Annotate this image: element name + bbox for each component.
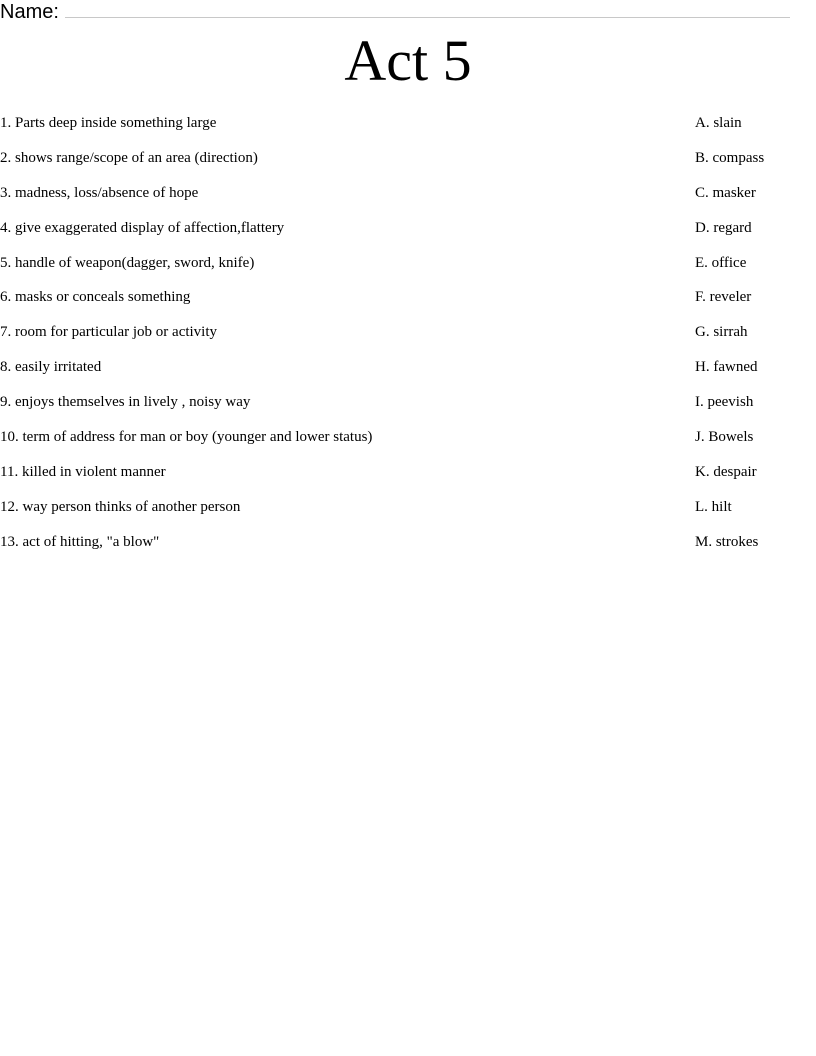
answer-option: M. strokes	[695, 533, 759, 550]
answer-option: D. regard	[695, 219, 752, 236]
clue-text: 5. handle of weapon(dagger, sword, knife)	[0, 254, 255, 271]
matching-row	[0, 218, 816, 253]
matching-row	[0, 462, 816, 497]
clue-text: 1. Parts deep inside something large	[0, 115, 217, 131]
name-write-line	[65, 17, 790, 18]
clue-text: 2. shows range/scope of an area (direction)	[0, 149, 258, 166]
answer-option: A. slain	[695, 115, 742, 131]
matching-row	[0, 287, 816, 322]
matching-row	[0, 497, 816, 532]
clue-text: 11. killed in violent manner	[0, 463, 166, 480]
matching-list	[0, 113, 816, 567]
matching-row	[0, 532, 816, 567]
answer-option: C. masker	[695, 184, 756, 201]
matching-row	[0, 183, 816, 218]
clue-text: 7. room for particular job or activity	[0, 324, 218, 341]
clue-text: 10. term of address for man or boy (younger and lower status)	[0, 429, 373, 446]
answer-option: H. fawned	[695, 359, 758, 376]
matching-row	[0, 148, 816, 183]
matching-row	[0, 113, 816, 148]
clue-text: 6. masks or conceals something	[0, 289, 191, 306]
name-field-row	[0, 0, 790, 22]
clue-text: 13. act of hitting, "a blow"	[0, 533, 160, 550]
matching-row	[0, 427, 816, 462]
matching-row	[0, 357, 816, 392]
answer-option: I. peevish	[695, 394, 754, 411]
answer-option: G. sirrah	[695, 324, 748, 341]
clue-text: 4. give exaggerated display of affection,flattery	[0, 219, 285, 236]
clue-text: 8. easily irritated	[0, 359, 102, 376]
matching-row	[0, 392, 816, 427]
clue-text: 9. enjoys themselves in lively , noisy way	[0, 394, 251, 411]
page-title: Act 5	[344, 28, 472, 93]
matching-row	[0, 253, 816, 288]
answer-option: B. compass	[695, 149, 765, 166]
answer-option: K. despair	[695, 463, 757, 480]
answer-option: J. Bowels	[695, 429, 754, 446]
name-label: Name:	[0, 1, 59, 23]
clue-text: 3. madness, loss/absence of hope	[0, 184, 199, 201]
matching-row	[0, 322, 816, 357]
answer-option: F. reveler	[695, 289, 752, 306]
clue-text: 12. way person thinks of another person	[0, 498, 241, 515]
answer-option: E. office	[695, 254, 747, 271]
answer-option: L. hilt	[695, 498, 732, 515]
